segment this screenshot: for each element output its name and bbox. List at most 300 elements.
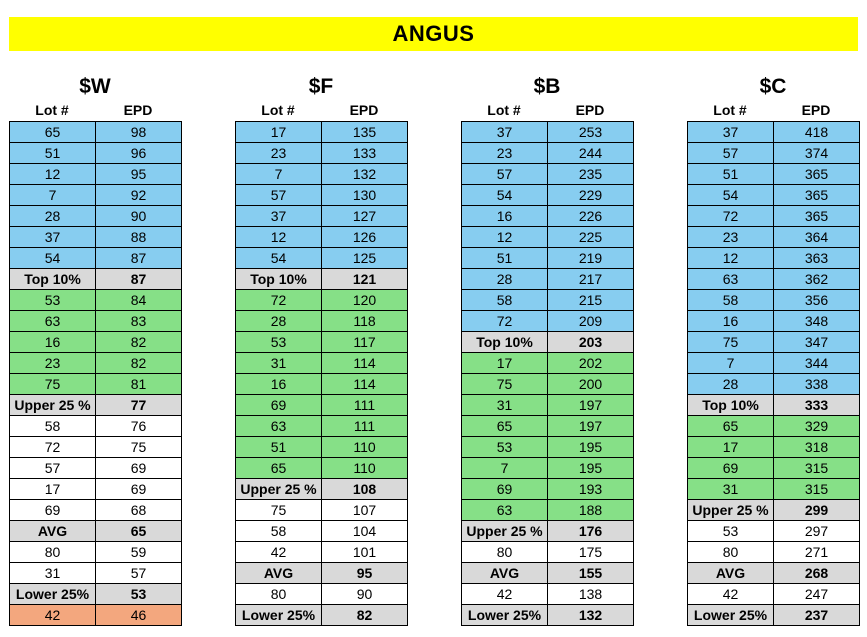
epd-table (9, 121, 182, 626)
lot-cell: 17 (10, 479, 96, 500)
table-row (10, 479, 182, 500)
lot-cell: 17 (462, 353, 548, 374)
epd-cell: 226 (548, 206, 634, 227)
table-row (688, 374, 860, 395)
table-row (10, 332, 182, 353)
epd-cell: 315 (774, 458, 860, 479)
lot-cell: 54 (688, 185, 774, 206)
epd-cell: 111 (322, 395, 408, 416)
lot-cell: 16 (236, 374, 322, 395)
table-row (688, 353, 860, 374)
table-row (462, 437, 634, 458)
epd-cell: 114 (322, 353, 408, 374)
lot-cell: Lower 25% (236, 605, 322, 626)
lot-cell: 58 (462, 290, 548, 311)
lot-cell: 72 (10, 437, 96, 458)
table-row (688, 311, 860, 332)
table-row (10, 437, 182, 458)
lot-cell: 65 (688, 416, 774, 437)
epd-cell: 107 (322, 500, 408, 521)
lot-cell: 28 (10, 206, 96, 227)
epd-cell: 229 (548, 185, 634, 206)
epd-cell: 215 (548, 290, 634, 311)
lot-cell: 58 (688, 290, 774, 311)
epd-cell: 356 (774, 290, 860, 311)
lot-cell: 37 (236, 206, 322, 227)
lot-cell: Upper 25 % (10, 395, 96, 416)
epd-cell: 237 (774, 605, 860, 626)
lot-cell: 53 (462, 437, 548, 458)
lot-cell: AVG (462, 563, 548, 584)
lot-cell: Lower 25% (688, 605, 774, 626)
table-row (236, 332, 408, 353)
table-row (10, 353, 182, 374)
lot-cell: AVG (236, 563, 322, 584)
epd-cell: 130 (322, 185, 408, 206)
panel-w (9, 73, 181, 626)
lot-cell: 69 (462, 479, 548, 500)
epd-cell: 104 (322, 521, 408, 542)
epd-cell: 87 (96, 248, 182, 269)
lot-cell: AVG (10, 521, 96, 542)
epd-cell: 155 (548, 563, 634, 584)
lot-cell: 69 (10, 500, 96, 521)
epd-cell: 53 (96, 584, 182, 605)
epd-cell: 101 (322, 542, 408, 563)
lot-cell: 12 (462, 227, 548, 248)
lot-cell: 69 (236, 395, 322, 416)
stat-row (462, 332, 634, 353)
table-row (462, 248, 634, 269)
epd-cell: 219 (548, 248, 634, 269)
epd-cell: 76 (96, 416, 182, 437)
lot-cell: 72 (688, 206, 774, 227)
epd-cell: 315 (774, 479, 860, 500)
lot-cell: 31 (688, 479, 774, 500)
epd-cell: 65 (96, 521, 182, 542)
table-row (462, 164, 634, 185)
stat-row (462, 563, 634, 584)
epd-cell: 108 (322, 479, 408, 500)
epd-cell: 82 (322, 605, 408, 626)
table-row (688, 437, 860, 458)
lot-cell: 28 (236, 311, 322, 332)
lot-cell: 42 (10, 605, 96, 626)
lot-cell: Top 10% (462, 332, 548, 353)
table-row (236, 395, 408, 416)
table-row (688, 164, 860, 185)
epd-cell: 374 (774, 143, 860, 164)
table-row (10, 605, 182, 626)
lot-cell: 75 (10, 374, 96, 395)
stat-row (462, 521, 634, 542)
lot-cell: 72 (462, 311, 548, 332)
stat-row (236, 605, 408, 626)
stat-row (688, 563, 860, 584)
table-row (236, 584, 408, 605)
lot-cell: Top 10% (10, 269, 96, 290)
table-row (10, 248, 182, 269)
table-row (236, 416, 408, 437)
epd-cell: 125 (322, 248, 408, 269)
epd-cell: 363 (774, 248, 860, 269)
lot-cell: Lower 25% (10, 584, 96, 605)
lot-cell: 69 (688, 458, 774, 479)
lot-cell: 23 (688, 227, 774, 248)
epd-cell: 318 (774, 437, 860, 458)
epd-cell: 95 (322, 563, 408, 584)
epd-cell: 235 (548, 164, 634, 185)
table-row (236, 143, 408, 164)
table-row (688, 332, 860, 353)
epd-cell: 59 (96, 542, 182, 563)
epd-cell: 84 (96, 290, 182, 311)
epd-cell: 121 (322, 269, 408, 290)
table-row (462, 374, 634, 395)
panel-title: $B (533, 75, 561, 98)
table-row (10, 311, 182, 332)
epd-cell: 365 (774, 164, 860, 185)
table-row (688, 143, 860, 164)
epd-cell: 138 (548, 584, 634, 605)
lot-cell: 51 (236, 437, 322, 458)
lot-cell: 28 (688, 374, 774, 395)
epd-cell: 200 (548, 374, 634, 395)
epd-cell: 364 (774, 227, 860, 248)
lot-cell: 31 (462, 395, 548, 416)
lot-cell: 63 (236, 416, 322, 437)
lot-cell: Top 10% (688, 395, 774, 416)
stat-row (688, 395, 860, 416)
panel-b (461, 73, 633, 626)
table-row (462, 290, 634, 311)
stat-row (10, 521, 182, 542)
table-row (236, 353, 408, 374)
lot-cell: Upper 25 % (236, 479, 322, 500)
table-row (462, 269, 634, 290)
epd-cell: 111 (322, 416, 408, 437)
epd-cell: 333 (774, 395, 860, 416)
epd-cell: 118 (322, 311, 408, 332)
panel-title: $C (759, 75, 787, 98)
epd-cell: 195 (548, 437, 634, 458)
table-row (10, 290, 182, 311)
epd-cell: 365 (774, 206, 860, 227)
lot-cell: 58 (236, 521, 322, 542)
table-row (462, 479, 634, 500)
panel-f (235, 73, 407, 626)
lot-cell: 63 (688, 269, 774, 290)
lot-cell: Top 10% (236, 269, 322, 290)
table-row (462, 416, 634, 437)
table-row (236, 206, 408, 227)
table-row (236, 290, 408, 311)
epd-cell: 217 (548, 269, 634, 290)
lot-cell: 80 (236, 584, 322, 605)
epd-cell: 92 (96, 185, 182, 206)
lot-header: Lot # (487, 102, 521, 118)
lot-cell: 28 (462, 269, 548, 290)
lot-cell: 31 (10, 563, 96, 584)
lot-cell: Upper 25 % (688, 500, 774, 521)
epd-cell: 132 (322, 164, 408, 185)
epd-cell: 75 (96, 437, 182, 458)
table-row (10, 164, 182, 185)
epd-cell: 247 (774, 584, 860, 605)
panel-title: $F (308, 75, 334, 98)
epd-cell: 87 (96, 269, 182, 290)
epd-cell: 82 (96, 332, 182, 353)
lot-cell: Upper 25 % (462, 521, 548, 542)
epd-cell: 297 (774, 521, 860, 542)
epd-cell: 362 (774, 269, 860, 290)
lot-cell: 80 (688, 542, 774, 563)
lot-cell: 42 (462, 584, 548, 605)
table-row (236, 122, 408, 143)
column-headers (235, 100, 407, 121)
table-row (10, 185, 182, 206)
table-row (462, 500, 634, 521)
epd-cell: 96 (96, 143, 182, 164)
epd-cell: 418 (774, 122, 860, 143)
epd-cell: 95 (96, 164, 182, 185)
lot-cell: 31 (236, 353, 322, 374)
lot-cell: 65 (236, 458, 322, 479)
lot-cell: 57 (688, 143, 774, 164)
epd-cell: 69 (96, 458, 182, 479)
table-row (688, 479, 860, 500)
lot-header: Lot # (261, 102, 295, 118)
table-row (10, 122, 182, 143)
epd-cell: 88 (96, 227, 182, 248)
lot-cell: 80 (10, 542, 96, 563)
lot-cell: 51 (10, 143, 96, 164)
table-row (688, 416, 860, 437)
table-row (236, 248, 408, 269)
epd-cell: 202 (548, 353, 634, 374)
epd-table (235, 121, 408, 626)
table-row (462, 458, 634, 479)
table-row (462, 227, 634, 248)
column-headers (9, 100, 181, 121)
epd-cell: 90 (96, 206, 182, 227)
epd-cell: 344 (774, 353, 860, 374)
epd-cell: 110 (322, 437, 408, 458)
stat-row (462, 605, 634, 626)
table-row (236, 437, 408, 458)
table-row (462, 185, 634, 206)
table-row (10, 500, 182, 521)
lot-cell: 53 (236, 332, 322, 353)
stat-row (10, 395, 182, 416)
lot-cell: 72 (236, 290, 322, 311)
lot-cell: 16 (10, 332, 96, 353)
table-row (462, 584, 634, 605)
title-banner (9, 17, 858, 51)
epd-cell: 81 (96, 374, 182, 395)
lot-cell: 7 (236, 164, 322, 185)
epd-header: EPD (801, 102, 831, 118)
table-row (10, 458, 182, 479)
stat-row (688, 500, 860, 521)
table-row (462, 206, 634, 227)
epd-cell: 203 (548, 332, 634, 353)
epd-cell: 132 (548, 605, 634, 626)
epd-cell: 176 (548, 521, 634, 542)
panel-title: $W (79, 75, 111, 98)
epd-cell: 225 (548, 227, 634, 248)
table-row (236, 185, 408, 206)
table-row (236, 542, 408, 563)
lot-cell: 37 (462, 122, 548, 143)
epd-cell: 82 (96, 353, 182, 374)
epd-cell: 110 (322, 458, 408, 479)
epd-header: EPD (575, 102, 605, 118)
stat-row (10, 269, 182, 290)
lot-cell: 65 (10, 122, 96, 143)
table-row (688, 185, 860, 206)
lot-cell: 12 (236, 227, 322, 248)
lot-cell: 37 (688, 122, 774, 143)
lot-cell: 65 (462, 416, 548, 437)
lot-header: Lot # (35, 102, 69, 118)
table-row (236, 311, 408, 332)
stat-row (10, 584, 182, 605)
lot-cell: 7 (462, 458, 548, 479)
lot-cell: 7 (10, 185, 96, 206)
epd-cell: 365 (774, 185, 860, 206)
table-row (462, 143, 634, 164)
table-row (462, 353, 634, 374)
table-row (10, 563, 182, 584)
epd-cell: 57 (96, 563, 182, 584)
epd-cell: 126 (322, 227, 408, 248)
lot-cell: 51 (688, 164, 774, 185)
lot-cell: 80 (462, 542, 548, 563)
lot-cell: 75 (462, 374, 548, 395)
lot-cell: 37 (10, 227, 96, 248)
table-row (688, 458, 860, 479)
lot-cell: 53 (10, 290, 96, 311)
lot-cell: 16 (688, 311, 774, 332)
lot-cell: 42 (236, 542, 322, 563)
lot-cell: 12 (688, 248, 774, 269)
lot-cell: 63 (10, 311, 96, 332)
table-row (236, 458, 408, 479)
epd-table (687, 121, 860, 626)
table-row (236, 521, 408, 542)
stat-row (688, 605, 860, 626)
epd-cell: 98 (96, 122, 182, 143)
lot-cell: 57 (10, 458, 96, 479)
epd-cell: 135 (322, 122, 408, 143)
epd-cell: 253 (548, 122, 634, 143)
table-row (688, 248, 860, 269)
epd-cell: 68 (96, 500, 182, 521)
lot-cell: 17 (236, 122, 322, 143)
table-row (688, 584, 860, 605)
column-headers (687, 100, 859, 121)
table-row (236, 227, 408, 248)
table-row (688, 290, 860, 311)
lot-cell: 75 (236, 500, 322, 521)
table-row (688, 269, 860, 290)
table-row (462, 542, 634, 563)
lot-header: Lot # (713, 102, 747, 118)
stat-row (236, 479, 408, 500)
table-row (10, 416, 182, 437)
table-row (688, 206, 860, 227)
epd-cell: 120 (322, 290, 408, 311)
epd-cell: 197 (548, 416, 634, 437)
epd-cell: 268 (774, 563, 860, 584)
epd-header: EPD (349, 102, 379, 118)
epd-cell: 195 (548, 458, 634, 479)
epd-cell: 90 (322, 584, 408, 605)
lot-cell: 57 (462, 164, 548, 185)
table-row (462, 395, 634, 416)
stat-row (236, 269, 408, 290)
epd-cell: 188 (548, 500, 634, 521)
lot-cell: 17 (688, 437, 774, 458)
lot-cell: 23 (10, 353, 96, 374)
table-row (688, 521, 860, 542)
epd-cell: 347 (774, 332, 860, 353)
epd-cell: 244 (548, 143, 634, 164)
lot-cell: 58 (10, 416, 96, 437)
lot-cell: 51 (462, 248, 548, 269)
epd-cell: 133 (322, 143, 408, 164)
lot-cell: 23 (462, 143, 548, 164)
table-row (236, 500, 408, 521)
lot-cell: 53 (688, 521, 774, 542)
table-row (688, 122, 860, 143)
table-row (10, 374, 182, 395)
lot-cell: 75 (688, 332, 774, 353)
epd-cell: 299 (774, 500, 860, 521)
lot-cell: 54 (10, 248, 96, 269)
epd-cell: 69 (96, 479, 182, 500)
table-row (236, 164, 408, 185)
lot-cell: 63 (462, 500, 548, 521)
epd-cell: 209 (548, 311, 634, 332)
lot-cell: 23 (236, 143, 322, 164)
page-title: ANGUS (392, 21, 475, 46)
stat-row (236, 563, 408, 584)
lot-cell: Lower 25% (462, 605, 548, 626)
epd-header: EPD (123, 102, 153, 118)
epd-table (461, 121, 634, 626)
table-row (462, 311, 634, 332)
table-row (236, 374, 408, 395)
epd-cell: 127 (322, 206, 408, 227)
lot-cell: 54 (236, 248, 322, 269)
lot-cell: 57 (236, 185, 322, 206)
table-row (688, 542, 860, 563)
epd-cell: 197 (548, 395, 634, 416)
lot-cell: 12 (10, 164, 96, 185)
epd-cell: 193 (548, 479, 634, 500)
table-row (10, 206, 182, 227)
table-row (10, 143, 182, 164)
epd-cell: 77 (96, 395, 182, 416)
table-row (10, 227, 182, 248)
column-headers (461, 100, 633, 121)
table-row (462, 122, 634, 143)
table-row (688, 227, 860, 248)
panel-c (687, 73, 859, 626)
epd-cell: 175 (548, 542, 634, 563)
